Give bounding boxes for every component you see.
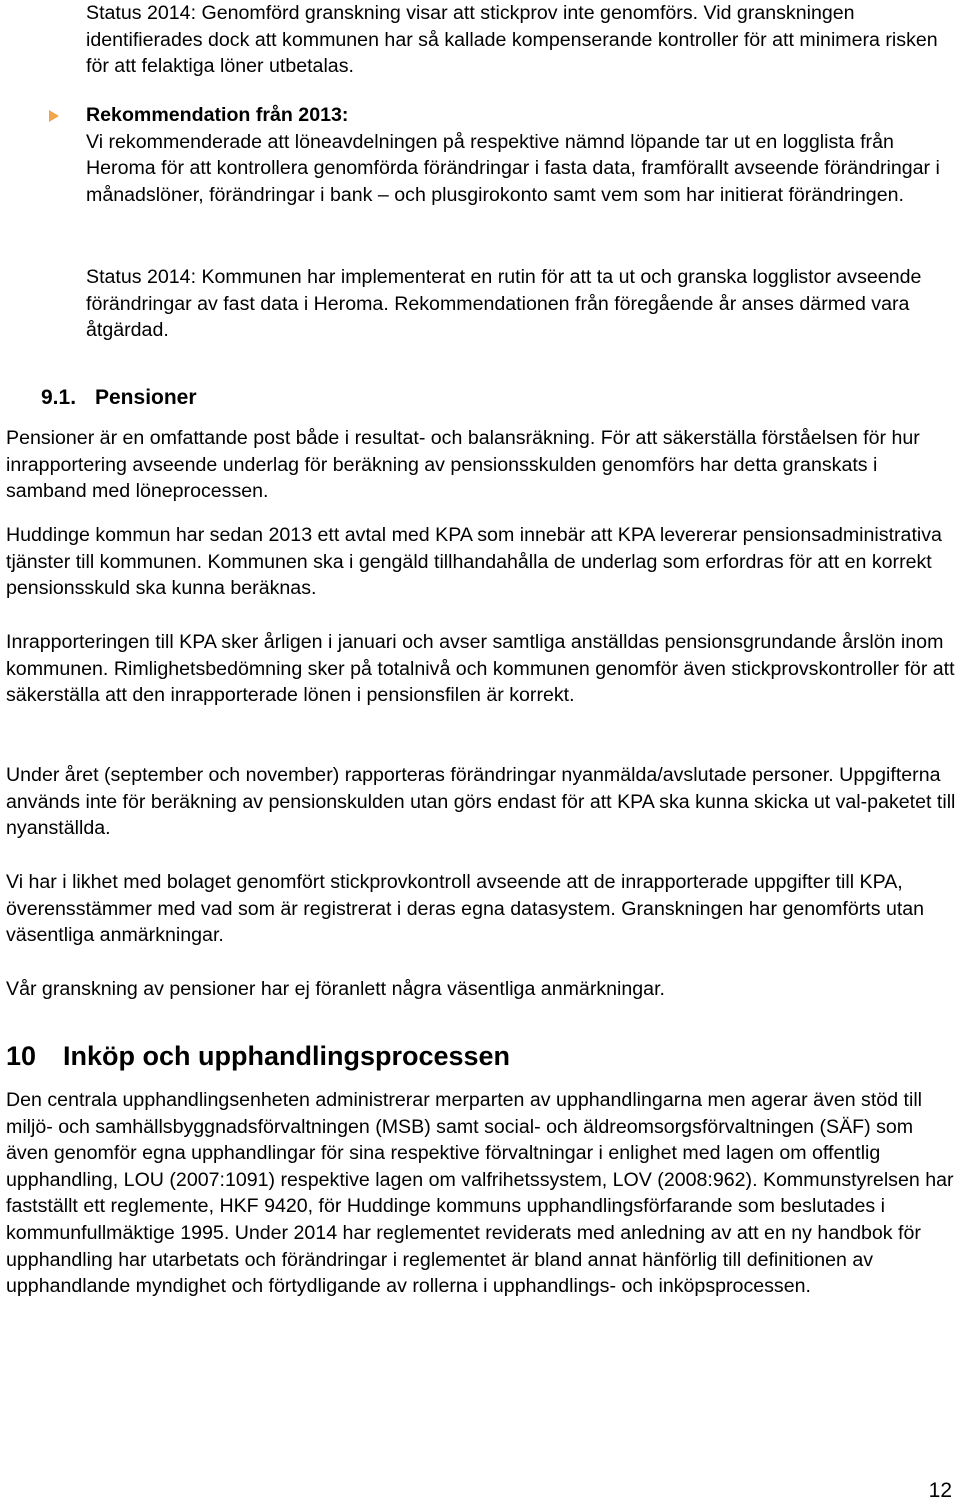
- section-number: 9.1.: [41, 386, 77, 409]
- pension-paragraph-3: Inrapporteringen till KPA sker årligen i januari och avser samtliga anställdas pensionsgrundande årslön inom kommunen. Rimlighetsbedömning sker på totalnivå och kommunen genomför även stickprovskontroller för att säkerställa att den inrapporterade lönen i pensionsfilen är korrekt.: [6, 631, 955, 707]
- page-number: 12: [928, 1479, 952, 1502]
- recommendation-text: Vi rekommenderade att löneavdelningen på respektive nämnd löpande tar ut en logglista från Heroma för att kontrollera genomförda förändringar i fasta data, framförallt avseende förändringar i månadslöner, förändringar i bank – och plusgirokonto samt vem som har initierat förändringen.: [86, 130, 940, 206]
- pension-paragraph-4: Under året (september och november) rapporteras förändringar nyanmälda/avslutade personer. Uppgifterna används inte för beräkning av pensionskulden utan görs endast för att KPA ska kunna skicka ut val-paketet till nyanställda.: [6, 764, 956, 840]
- section-number: 10: [6, 1041, 37, 1071]
- orange-arrow-bullet-icon: [49, 110, 59, 122]
- pension-paragraph-6: Vår granskning av pensioner har ej föranlett några väsentliga anmärkningar.: [6, 978, 665, 1000]
- procurement-paragraph: Den centrala upphandlingsenheten administrerar merparten av upphandlingarna men agerar även stöd till miljö- och samhällsbyggnadsförvaltningen (MSB) samt social- och äldreomsorgsförvaltningen (SÄF) som även genomför egna upphandlingar för sina respektive förvaltningar i enlighet med lagen om offentlig upphandling, LOU (2007:1091) respektive lagen om valfrihetssystem, LOV (2008:962). Kommunstyrelsen har fastställt ett reglemente, HKF 9420, för Huddinge kommuns upphandlingsförfarande som beslutades i kommunfullmäktige 1995. Under 2014 har reglementet reviderats med anledning av att en ny handbok för upphandling har utarbetats och förändringar i reglementet är bland annat hänförlig till definitionen av upphandlande myndighet och förtydligande av rollerna i upphandlings- och inköpsprocessen.: [6, 1089, 954, 1298]
- section-9-1-heading: [41, 384, 197, 412]
- pension-paragraph-5: Vi har i likhet med bolaget genomfört stickprovkontroll avseende att de inrapporterade uppgifter till KPA, överensstämmer med vad som är registrerat i deras egna datasystem. Granskningen har genomförts utan väsentliga anmärkningar.: [6, 871, 925, 947]
- section-title: Inköp och upphandlingsprocessen: [63, 1041, 511, 1071]
- status-2014-intro: Status 2014: Genomförd granskning visar att stickprov inte genomförs. Vid granskningen identifierades dock att kommunen har så kallade kompenserande kontroller för att minimera risken för att felaktiga löner utbetalas.: [86, 2, 938, 78]
- recommendation-status: Status 2014: Kommunen har implementerat en rutin för att ta ut och granska logglistor avseende förändringar av fast data i Heroma. Rekommendationen från föregående år anses därmed vara åtgärdad.: [86, 266, 922, 342]
- section-10-heading: [6, 1039, 510, 1073]
- recommendation-heading: Rekommendation från 2013:: [86, 104, 349, 126]
- pension-paragraph-1: Pensioner är en omfattande post både i resultat- och balansräkning. För att säkerställa förståelsen för hur inrapportering avseende underlag för beräkning av pensionsskulden genomförs har detta granskats i samband med löneprocessen.: [6, 427, 920, 503]
- pension-paragraph-2: Huddinge kommun har sedan 2013 ett avtal med KPA som innebär att KPA levererar pensionsadministrativa tjänster till kommunen. Kommunen ska i gengäld tillhandahålla de underlag som erfordras för att en korrekt pensionsskuld ska kunna beräknas.: [6, 524, 942, 600]
- recommendation-block: [86, 102, 946, 208]
- section-title: Pensioner: [95, 386, 197, 409]
